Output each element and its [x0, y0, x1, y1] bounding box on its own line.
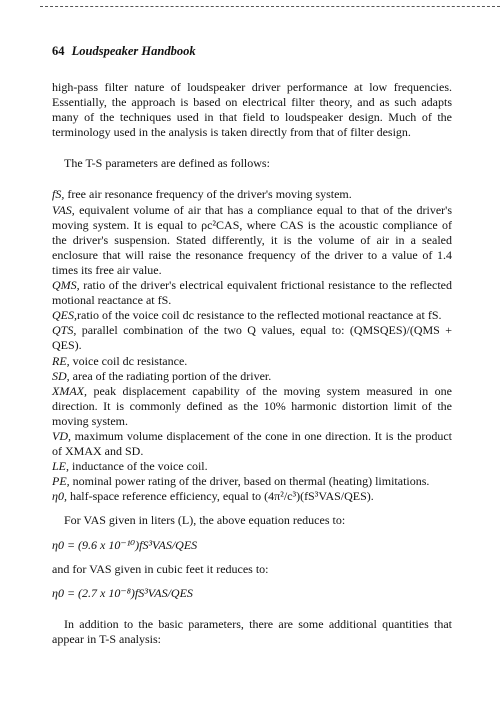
parameter-definition [52, 384, 452, 429]
parameter-description: ratio of the voice coil dc resistance to the reflected motional reactance at fS. [77, 308, 442, 323]
parameter-symbol: SD, [52, 368, 70, 383]
liters-text: For VAS given in liters (L), the above equation reduces to: [64, 513, 346, 528]
parameter-description: parallel combination of the two Q values, equal to: (QMSQES)/(QMS + QES). [52, 323, 452, 353]
page-number: 64 [52, 44, 65, 58]
page-body [52, 80, 452, 647]
top-border-line [40, 6, 500, 7]
parameter-definition [52, 459, 452, 474]
parameter-definition [52, 308, 452, 323]
parameter-description: peak displacement capability of the moving system measured in one direction. It is commonly defined as the 10% harmonic distortion limit of the moving system. [52, 383, 452, 428]
cubic-feet-text: and for VAS given in cubic feet it reduces to: [52, 561, 269, 576]
equation-cubic-feet: η0 = (2.7 x 10⁻⁸)fS³VAS/QES [52, 585, 193, 600]
parameter-symbol: PE, [52, 474, 70, 489]
parameter-symbol: QES, [52, 308, 77, 323]
intro-paragraph: high-pass filter nature of loudspeaker driver performance at low frequencies. Essentially, the approach is based on electrical filter theory, and as such adapts many of the techniques used in that field to loudspeaker design. Much of the terminology used in the analysis is taken directly from that of filter design. [52, 80, 452, 140]
parameter-definition [52, 278, 452, 308]
parameter-symbol: QMS, [52, 278, 80, 293]
params-heading: The T-S parameters are defined as follows: [64, 156, 270, 171]
parameter-definition [52, 323, 452, 353]
parameter-definition [52, 354, 452, 369]
parameter-symbol: QTS, [52, 323, 77, 338]
parameter-definition [52, 489, 452, 504]
parameter-description: free air resonance frequency of the driver's moving system. [64, 187, 352, 202]
parameter-definition [52, 369, 452, 384]
closing-paragraph: In addition to the basic parameters, there are some additional quantities that appear in T-S analysis: [52, 616, 452, 646]
parameter-description: inductance of the voice coil. [69, 459, 208, 474]
parameter-description: nominal power rating of the driver, based on thermal (heating) limitations. [69, 474, 430, 489]
parameter-symbol: XMAX, [52, 383, 87, 398]
parameter-definition [52, 429, 452, 459]
parameter-description: half-space reference efficiency, equal to (4π²/c³)(fS³VAS/QES). [66, 489, 374, 504]
parameter-description: equivalent volume of air that has a compliance equal to that of the driver's moving system. It is equal to ρc²CAS, where CAS is the acoustic compliance of the driver's suspension. Stated differently, it is the volume of air in a sealed enclosure that will raise the resonance frequency of the driver to a value of 1.4 times its free air value. [52, 202, 452, 277]
page-header [52, 44, 196, 59]
parameter-symbol: η0, [52, 489, 67, 504]
parameter-symbol: fS, [52, 187, 65, 202]
parameter-definition [52, 187, 452, 202]
parameter-description: ratio of the driver's electrical equivalent frictional resistance to the reflected motional reactance at fS. [52, 278, 452, 308]
book-title: Loudspeaker Handbook [71, 44, 196, 58]
parameter-definition [52, 474, 452, 489]
parameter-definition [52, 203, 452, 278]
parameter-symbol: LE, [52, 459, 70, 474]
parameter-list [52, 187, 452, 504]
parameter-description: maximum volume displacement of the cone in one direction. It is the product of XMAX and SD. [52, 428, 452, 459]
parameter-symbol: VAS, [52, 202, 75, 217]
parameter-symbol: RE, [52, 353, 70, 368]
parameter-description: area of the radiating portion of the driver. [69, 368, 272, 383]
equation-liters: η0 = (9.6 x 10⁻¹⁰)fS³VAS/QES [52, 537, 198, 552]
parameter-symbol: VD, [52, 428, 71, 443]
parameter-description: voice coil dc resistance. [69, 353, 188, 368]
